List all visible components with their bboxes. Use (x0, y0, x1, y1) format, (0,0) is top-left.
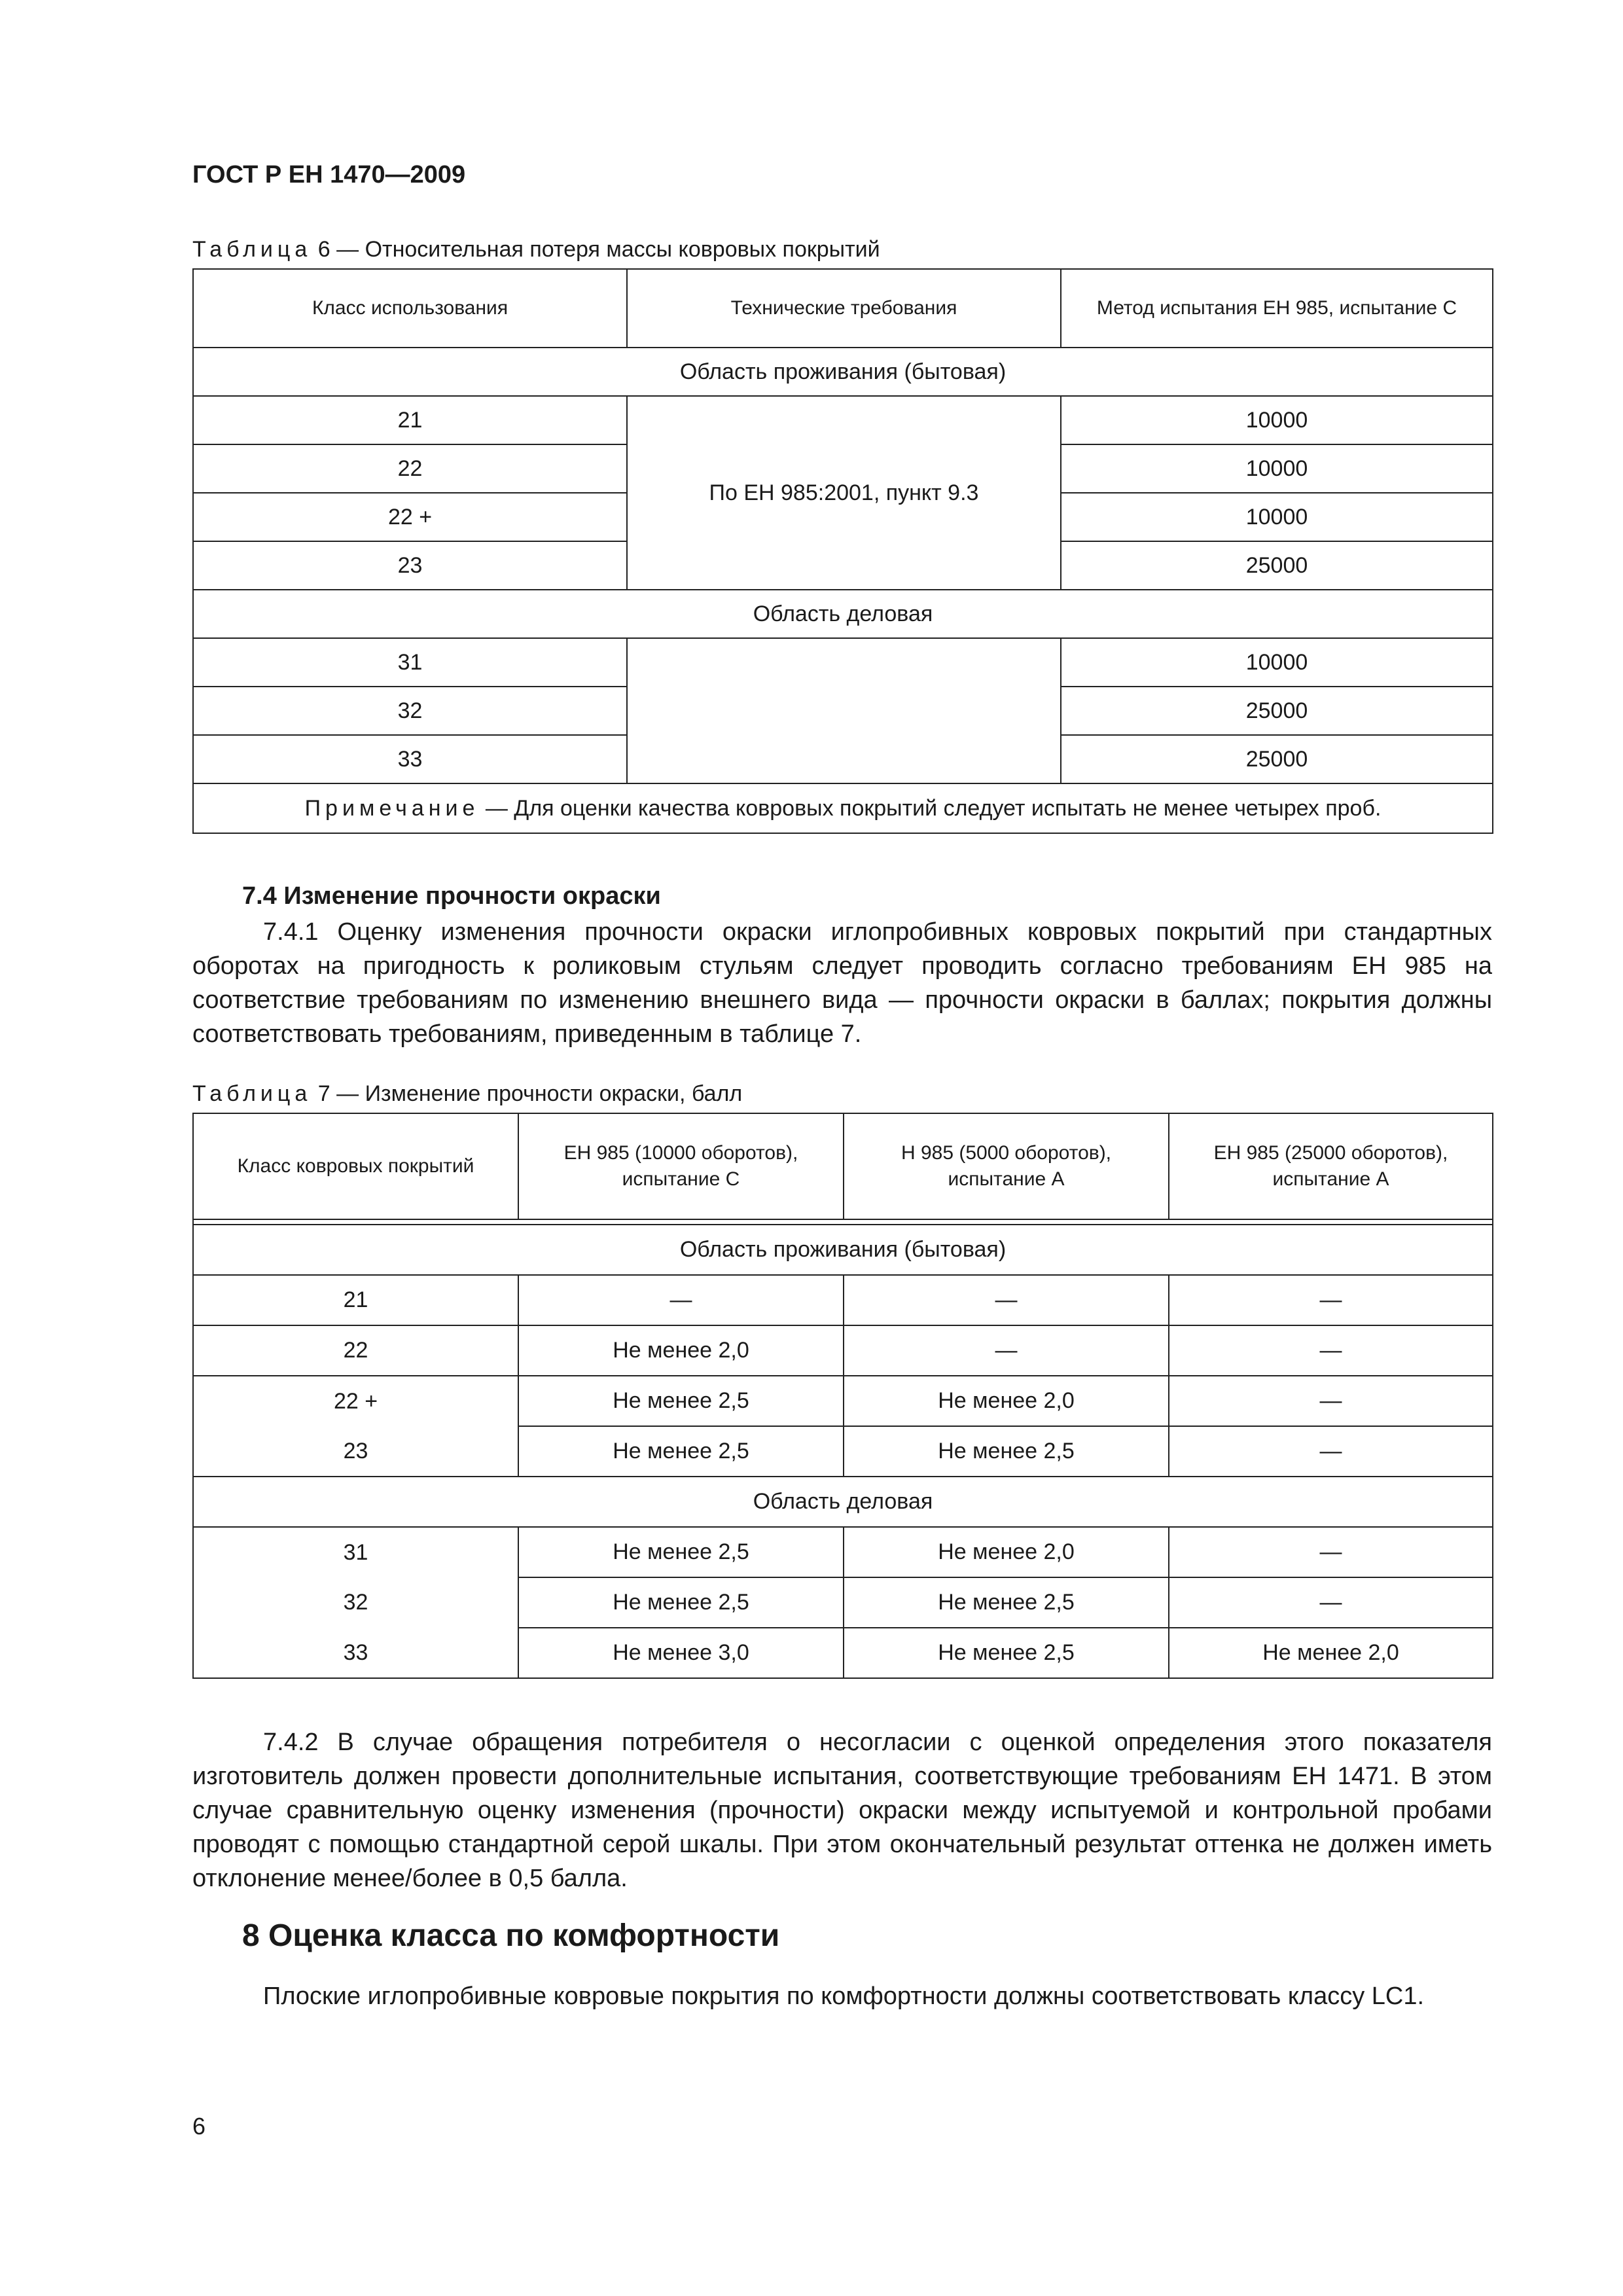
table-cell: 32 (193, 1577, 518, 1628)
table-cell: Не менее 2,5 (844, 1577, 1169, 1628)
table-cell: Не менее 2,5 (518, 1376, 844, 1426)
table-cell: 31 (193, 1527, 518, 1577)
table-row (193, 638, 1493, 687)
table-cell: — (1169, 1325, 1493, 1376)
table-cell: Не менее 2,0 (518, 1325, 844, 1376)
table-cell: 23 (193, 1426, 518, 1477)
table6-note-text: — Для оценки качества ковровых покрытий следует испытать не менее четырех проб. (479, 795, 1382, 821)
table6-col-header: Технические требования (627, 269, 1061, 348)
table7-section-title: Область деловая (193, 1477, 1493, 1527)
table-cell: 10000 (1061, 396, 1493, 444)
table6-requirement-cell: По ЕН 985:2001, пункт 9.3 (627, 396, 1061, 590)
table-cell: 10000 (1061, 638, 1493, 687)
table7-caption-word: Таблица (192, 1081, 312, 1106)
table7-caption (192, 1081, 742, 1107)
table7-col-header: ЕН 985 (10000 оборотов), испытание С (518, 1113, 844, 1219)
table-cell: 25000 (1061, 735, 1493, 783)
table-cell: 25000 (1061, 541, 1493, 590)
table-cell: 10000 (1061, 444, 1493, 493)
table-cell: 10000 (1061, 493, 1493, 541)
document-header: ГОСТ Р ЕН 1470—2009 (192, 161, 466, 188)
table-row (193, 1577, 1493, 1628)
table-cell: — (1169, 1527, 1493, 1577)
table-cell: — (844, 1325, 1169, 1376)
table-cell: — (1169, 1577, 1493, 1628)
table-cell: Не менее 3,0 (518, 1628, 844, 1678)
table-cell: Не менее 2,5 (844, 1426, 1169, 1477)
section-8-title: 8 Оценка класса по комфортности (242, 1918, 780, 1953)
table-cell: — (1169, 1376, 1493, 1426)
table-cell: Не менее 2,0 (844, 1527, 1169, 1577)
table-cell: — (1169, 1275, 1493, 1325)
table-cell: 22 + (193, 1376, 518, 1426)
table6-col-header: Класс использования (193, 269, 627, 348)
table-cell: 25000 (1061, 687, 1493, 735)
table7-col-header: ЕН 985 (25000 оборотов), испытание А (1169, 1113, 1493, 1219)
table-row (193, 1628, 1493, 1678)
table-row (193, 1426, 1493, 1477)
table-row (193, 396, 1493, 444)
table-cell: 33 (193, 735, 627, 783)
table-row (193, 1527, 1493, 1577)
table6-header-row (193, 269, 1493, 348)
table-cell: Не менее 2,5 (518, 1527, 844, 1577)
table-row (193, 1376, 1493, 1426)
paragraph-8-text: Плоские иглопробивные ковровые покрытия по комфортности должны соответствовать классу LC1. (263, 1982, 1425, 2010)
table-row (193, 1325, 1493, 1376)
paragraph-8 (192, 1979, 1492, 2013)
table7-col-header: Н 985 (5000 оборотов), испытание А (844, 1113, 1169, 1219)
table-cell: Не менее 2,0 (1169, 1628, 1493, 1678)
table6-caption (192, 237, 880, 262)
table6-section-title: Область деловая (193, 590, 1493, 638)
table6-empty-cell (627, 638, 1061, 783)
table-cell: Не менее 2,5 (518, 1577, 844, 1628)
table-cell: 22 (193, 1325, 518, 1376)
page-number: 6 (192, 2113, 206, 2140)
paragraph-7-4-1-text: 7.4.1 Оценку изменения прочности окраски иглопробивных ковровых покрытий при стандартных оборотах на пригодность к роликовым стульям следует проводить согласно требованиям ЕН 985 на соответствие требованиям по изменению внешнего вида — прочности окраски в баллах; покрытия должны соответствовать требованиям, приведенным в таблице 7. (192, 918, 1492, 1048)
table-cell: 31 (193, 638, 627, 687)
paragraph-7-4-2-text: 7.4.2 В случае обращения потребителя о несогласии с оценкой определения этого показателя изготовитель должен провести дополнительные испытания, соответствующие требованиям ЕН 1471. В этом случае сравнительную оценку изменения (прочности) окраски между испытуемой и контрольной пробами проводят с помощью стандартной серой шкалы. При этом окончательный результат оттенка не должен иметь отклонение менее/более в 0,5 балла. (192, 1729, 1492, 1892)
table-cell: 22 (193, 444, 627, 493)
paragraph-7-4-1 (192, 915, 1492, 1051)
table6-note-word: Примечание (304, 795, 480, 821)
table-cell: — (518, 1275, 844, 1325)
table-cell: 33 (193, 1628, 518, 1678)
table6-section-title: Область проживания (бытовая) (193, 348, 1493, 396)
paragraph-7-4-2 (192, 1725, 1492, 1895)
table6-note (193, 783, 1493, 833)
table-cell: 23 (193, 541, 627, 590)
table-cell: — (1169, 1426, 1493, 1477)
table-cell: 32 (193, 687, 627, 735)
table-cell: 21 (193, 396, 627, 444)
table-cell: Не менее 2,0 (844, 1376, 1169, 1426)
table6-col-header: Метод испытания ЕН 985, испытание С (1061, 269, 1493, 348)
table6-caption-text: 6 — Относительная потеря массы ковровых покрытий (317, 237, 880, 262)
section-7-4-title: 7.4 Изменение прочности окраски (242, 882, 661, 910)
table-cell: 21 (193, 1275, 518, 1325)
table-cell: Не менее 2,5 (844, 1628, 1169, 1678)
table-cell: Не менее 2,5 (518, 1426, 844, 1477)
table-6 (192, 268, 1493, 834)
table-row (193, 1275, 1493, 1325)
table7-col-header: Класс ковровых покрытий (193, 1113, 518, 1219)
table7-header-row (193, 1113, 1493, 1219)
table-cell: 22 + (193, 493, 627, 541)
table6-caption-word: Таблица (192, 237, 312, 262)
table-cell: — (844, 1275, 1169, 1325)
table7-caption-text: 7 — Изменение прочности окраски, балл (317, 1081, 743, 1106)
table7-section-title: Область проживания (бытовая) (193, 1225, 1493, 1275)
table-7 (192, 1113, 1493, 1679)
